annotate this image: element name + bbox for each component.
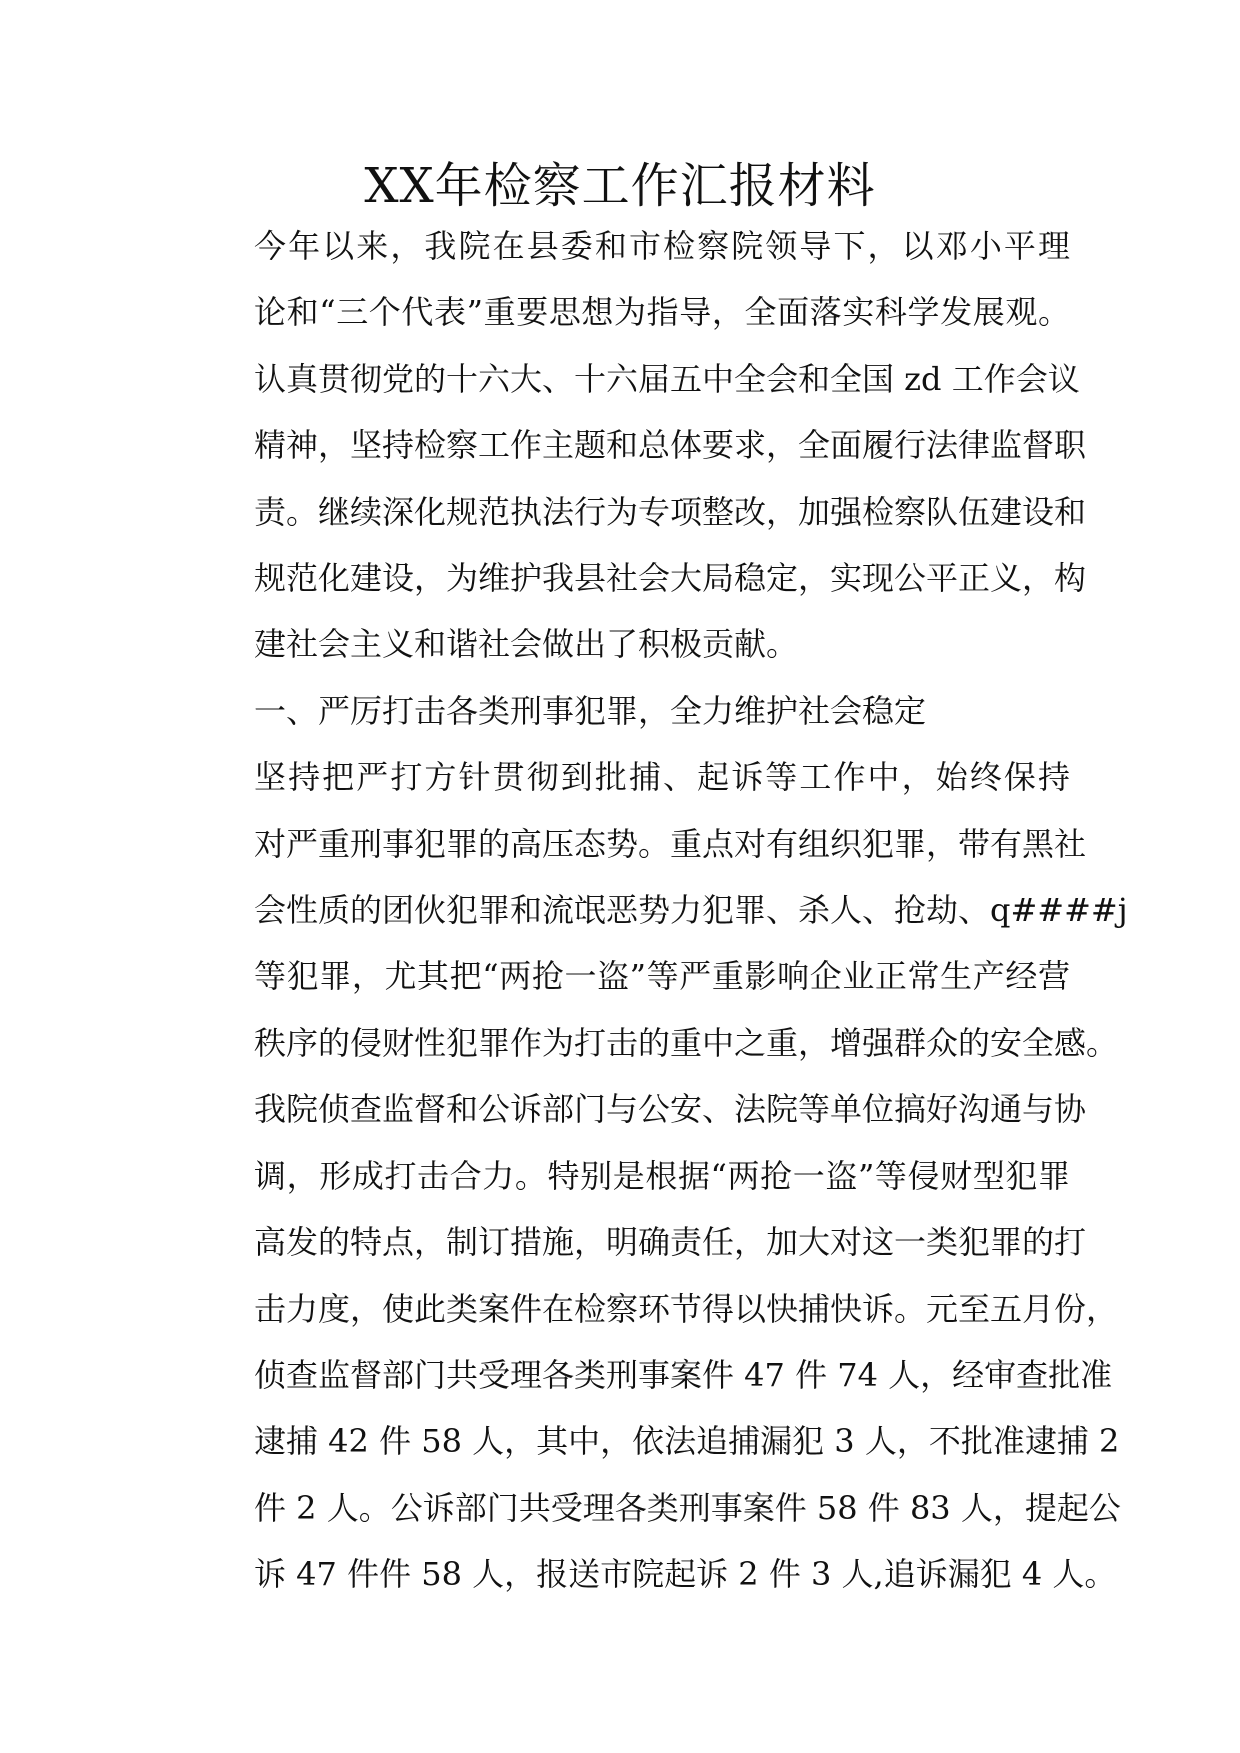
section-paragraph xyxy=(190,744,1128,1607)
document-body xyxy=(190,213,1128,1608)
text-line: 精神，坚持检察工作主题和总体要求，全面履行法律监督职 xyxy=(254,426,1087,465)
heading-line: 一、严厉打击各类刑事犯罪，全力维护社会稳定 xyxy=(254,691,927,730)
text-line: 等犯罪，尤其把“两抢一盗”等严重影响企业正常生产经营 xyxy=(254,957,1070,996)
text-line: 对严重刑事犯罪的高压态势。重点对有组织犯罪，带有黑社 xyxy=(254,824,1087,863)
text-line: 规范化建设，为维护我县社会大局稳定，实现公平正义，构 xyxy=(254,559,1087,598)
text-line: 逮捕 42 件 58 人，其中，依法追捕漏犯 3 人，不批准逮捕 2 xyxy=(254,1422,1120,1461)
intro-paragraph xyxy=(190,213,1087,678)
text-line: 秩序的侵财性犯罪作为打击的重中之重，增强群众的安全感。 xyxy=(254,1023,1119,1062)
text-line: 我院侦查监督和公诉部门与公安、法院等单位搞好沟通与协 xyxy=(254,1090,1087,1129)
text-line: 今年以来，我院在县委和市检察院领导下，以邓小平理 xyxy=(254,227,1070,265)
section-heading xyxy=(190,678,1070,744)
text-line: 论和“三个代表”重要思想为指导，全面落实科学发展观。 xyxy=(254,293,1070,332)
text-line: 调，形成打击合力。特别是根据“两抢一盗”等侵财型犯罪 xyxy=(254,1156,1070,1195)
text-line: 侦查监督部门共受理各类刑事案件 47 件 74 人，经审查批准 xyxy=(254,1355,1113,1394)
text-line: 坚持把严打方针贯彻到批捕、起诉等工作中，始终保持 xyxy=(254,758,1070,797)
text-line: 件 2 人。公诉部门共受理各类刑事案件 58 件 83 人，提起公 xyxy=(254,1488,1121,1527)
text-line: 认真贯彻党的十六大、十六届五中全会和全国 zd 工作会议 xyxy=(254,359,1080,398)
text-line: 责。继续深化规范执法行为专项整改，加强检察队伍建设和 xyxy=(254,492,1087,531)
text-line: 建社会主义和谐社会做出了积极贡献。 xyxy=(254,625,799,664)
document-title: XX年检察工作汇报材料 xyxy=(364,158,876,214)
text-line: 击力度，使此类案件在检察环节得以快捕快诉。元至五月份， xyxy=(254,1289,1119,1328)
text-line: 高发的特点，制订措施，明确责任，加大对这一类犯罪的打 xyxy=(254,1223,1087,1262)
text-line: 会性质的团伙犯罪和流氓恶势力犯罪、杀人、抢劫、q####j xyxy=(254,891,1128,930)
text-line: 诉 47 件件 58 人，报送市院起诉 2 件 3 人,追诉漏犯 4 人。 xyxy=(254,1555,1117,1594)
